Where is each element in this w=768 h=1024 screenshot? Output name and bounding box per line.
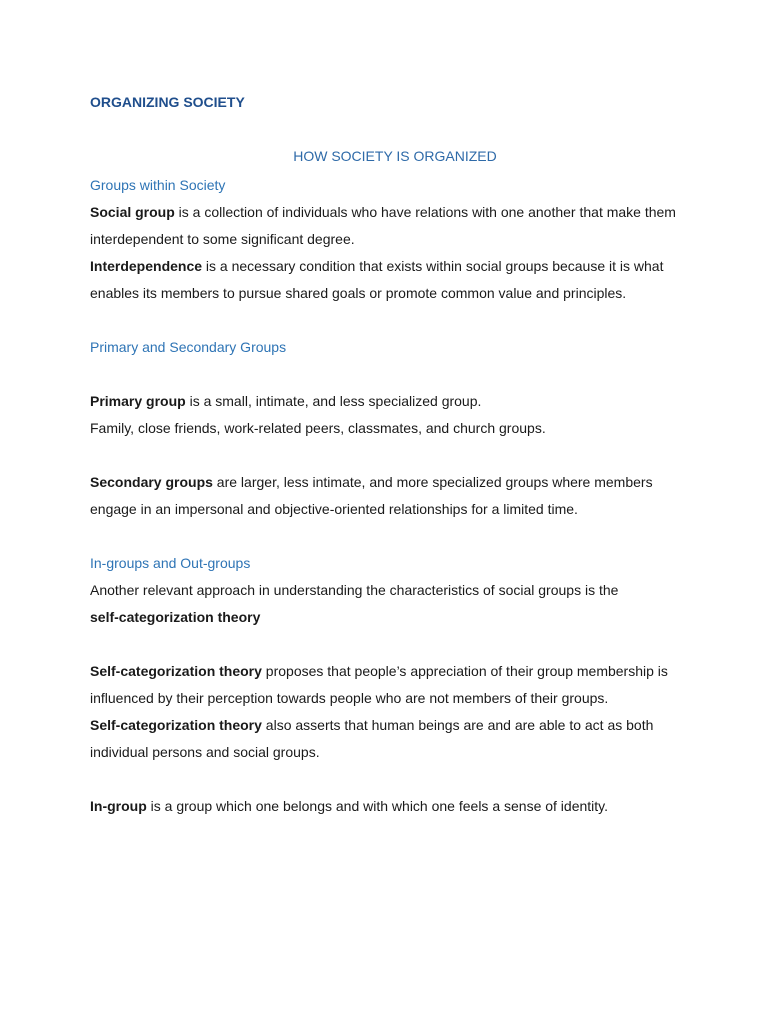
definition-interdependence: is a necessary condition that exists within social groups because it is what enables its members to pursue shared goals or promote common value and principles.	[90, 258, 664, 301]
document-body	[90, 92, 690, 820]
section-heading-in-out-groups: In-groups and Out-groups	[90, 555, 251, 571]
term-sct-1: Self-categorization theory	[90, 663, 262, 679]
definition-social-group: is a collection of individuals who have relations with one another that make them interdependent to some significant degree.	[90, 204, 676, 247]
definition-in-group: is a group which one belongs and with which one feels a sense of identity.	[146, 798, 609, 814]
paragraph-primary-examples: Family, close friends, work-related peers, classmates, and church groups.	[90, 420, 546, 436]
section-heading-groups-within-society: Groups within Society	[90, 177, 226, 193]
definition-sct-2: also asserts that human beings are and are able to act as both individual persons and social groups.	[90, 717, 654, 760]
spacer	[90, 442, 690, 469]
document-title: ORGANIZING SOCIETY	[90, 94, 245, 110]
paragraph-sct-proposes	[90, 658, 690, 712]
term-in-group: In-group	[90, 798, 147, 814]
spacer	[90, 631, 690, 658]
term-interdependence: Interdependence	[90, 258, 203, 274]
document-subtitle: HOW SOCIETY IS ORGANIZED	[293, 148, 497, 164]
paragraph-interdependence	[90, 253, 690, 307]
spacer	[90, 361, 690, 388]
term-self-categorization-theory: self-categorization theory	[90, 609, 261, 625]
paragraph-intro-sct	[90, 577, 690, 631]
definition-primary-group: is a small, intimate, and less specialized group.	[185, 393, 482, 409]
paragraph-in-group	[90, 793, 690, 820]
paragraph-social-group	[90, 199, 690, 253]
paragraph-sct-asserts	[90, 712, 690, 766]
term-social-group: Social group	[90, 204, 175, 220]
section-heading-primary-secondary: Primary and Secondary Groups	[90, 339, 287, 355]
intro-text: Another relevant approach in understanding the characteristics of social groups is the	[90, 582, 619, 598]
spacer	[90, 523, 690, 550]
definition-sct-1: proposes that people’s appreciation of their group membership is influenced by their perception towards people who are not members of their groups.	[90, 663, 668, 706]
term-primary-group: Primary group	[90, 393, 186, 409]
spacer	[90, 307, 690, 334]
paragraph-primary-group	[90, 388, 690, 415]
definition-secondary-groups: are larger, less intimate, and more specialized groups where members engage in an impersonal and objective-oriented relationships for a limited time.	[90, 474, 653, 517]
term-secondary-groups: Secondary groups	[90, 474, 213, 490]
term-sct-2: Self-categorization theory	[90, 717, 262, 733]
paragraph-secondary-groups	[90, 469, 690, 523]
spacer	[90, 766, 690, 793]
